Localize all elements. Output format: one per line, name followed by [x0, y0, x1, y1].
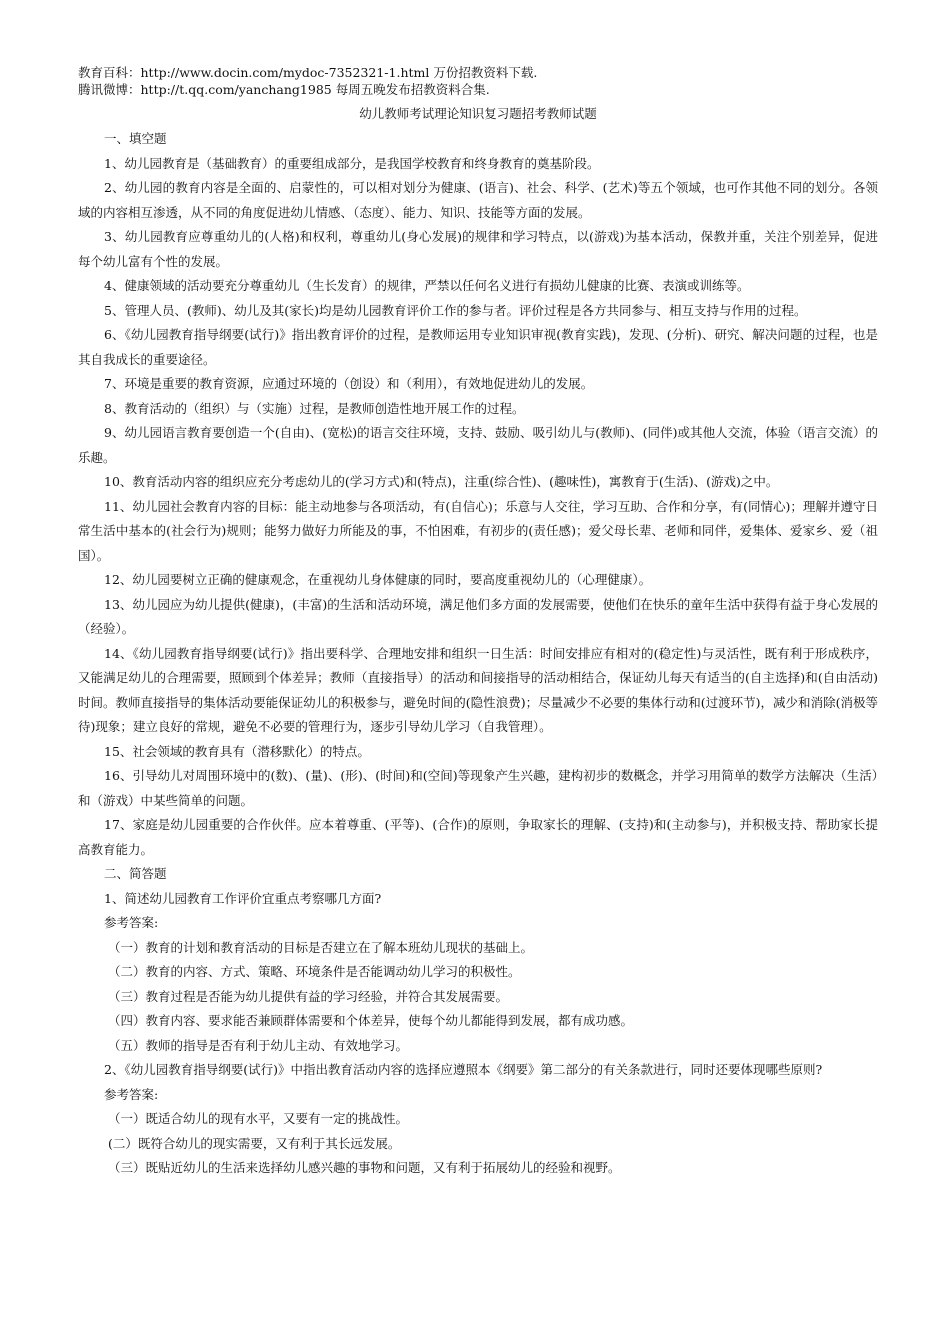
short-answer-question-1: 1、简述幼儿园教育工作评价宜重点考察哪几方面? — [104, 890, 382, 906]
answer-item: （四）教育内容、要求能否兼顾群体需要和个体差异，使每个幼儿都能得到发展，都有成功感。 — [108, 1013, 634, 1028]
question-item: 16、引导幼儿对周围环境中的(数)、(量)、(形)、(时间)和(空间)等现象产生兴趣，建构初步的数概念，并学习用简单的数学方法解决（生活）和（游戏）中某些简单的问题。 — [78, 768, 878, 808]
answer-item: （一）既适合幼儿的现有水平，又要有一定的挑战性。 — [108, 1111, 409, 1126]
answer-label: 参考答案: — [104, 1086, 159, 1102]
question-item: 13、幼儿园应为幼儿提供(健康)，(丰富)的生活和活动环境，满足他们多方面的发展需要，使他们在快乐的童年生活中获得有益于身心发展的（经验）。 — [78, 596, 878, 636]
header-line-weibo: 腾讯微博：http://t.qq.com/yanchang1985 每周五晚发布招教资料合集. — [78, 82, 490, 97]
question-item: 1、幼儿园教育是（基础教育）的重要组成部分，是我国学校教育和终身教育的奠基阶段。 — [104, 155, 600, 171]
document-title: 幼儿教师考试理论知识复习题招考教师试题 — [359, 106, 597, 121]
answer-item: （一）教育的计划和教育活动的目标是否建立在了解本班幼儿现状的基础上。 — [108, 939, 534, 955]
question-item: 3、幼儿园教育应尊重幼儿的(人格)和权利，尊重幼儿(身心发展)的规律和学习特点，以(游戏)为基本活动，保教并重，关注个别差异，促进每个幼儿富有个性的发展。 — [78, 229, 878, 269]
answer-item: （三）既贴近幼儿的生活来选择幼儿感兴趣的事物和问题，又有利于拓展幼儿的经验和视野。 — [108, 1160, 621, 1175]
question-item: 11、幼儿园社会教育内容的目标：能主动地参与各项活动，有(自信心)；乐意与人交往，学习互助、合作和分享，有(同情心)；理解并遵守日常生活中基本的(社会行为)规则；能努力做好力所能及的事，不怕困难，有初步的(责任感)；爱父母长辈、老师和同伴，爱集体、爱家乡、爱（祖国）。 — [78, 498, 878, 563]
question-item: 14、《幼儿园教育指导纲要(试行)》指出要科学、合理地安排和组织一日生活：时间安排应有相对的(稳定性)与灵活性，既有利于形成秩序，又能满足幼儿的合理需要，照顾到个体差异；教师（直接指导）的活动和间接指导的活动相结合，保证幼儿每天有适当的(自主选择)和(自由活动)时间。教师直接指导的集体活动要能保证幼儿的积极参与，避免时间的(隐性浪费)；尽量减少不必要的集体行动和(过渡环节)，减少和消除(消极等待)现象；建立良好的常规，避免不必要的管理行为，逐步引导幼儿学习（自我管理）。 — [78, 645, 878, 734]
question-item: 7、环境是重要的教育资源，应通过环境的（创设）和（利用），有效地促进幼儿的发展。 — [104, 376, 594, 391]
question-item: 8、教育活动的（组织）与（实施）过程，是教师创造性地开展工作的过程。 — [104, 400, 525, 416]
question-item: 9、幼儿园语言教育要创造一个(自由)、(宽松)的语言交往环境，支持、鼓励、吸引幼儿与(教师)、(同伴)或其他人交流，体验（语言交流）的乐趣。 — [78, 425, 878, 465]
answer-item: (二）既符合幼儿的现实需要，又有利于其长远发展。 — [108, 1135, 401, 1151]
short-answer-question-2: 2、《幼儿园教育指导纲要(试行)》中指出教育活动内容的选择应遵照本《纲要》第二部分的有关条款进行，同时还要体现哪些原则? — [104, 1062, 823, 1077]
question-item: 2、幼儿园的教育内容是全面的、启蒙性的，可以相对划分为健康、(语言)、社会、科学、(艺术)等五个领域，也可作其他不同的划分。各领域的内容相互渗透，从不同的角度促进幼儿情感、（态度）、能力、知识、技能等方面的发展。 — [78, 180, 878, 220]
answer-item: （五）教师的指导是否有利于幼儿主动、有效地学习。 — [108, 1037, 409, 1053]
answer-label: 参考答案: — [104, 915, 159, 930]
question-item: 10、教育活动内容的组织应充分考虑幼儿的(学习方式)和(特点)，注重(综合性)、(趣味性)，寓教育于(生活)、(游戏)之中。 — [104, 474, 779, 489]
question-item: 6、《幼儿园教育指导纲要(试行)》指出教育评价的过程，是教师运用专业知识审视(教育实践)，发现、(分析)、研究、解决问题的过程，也是其自我成长的重要途径。 — [78, 327, 878, 367]
question-item: 15、社会领域的教育具有（潜移默化）的特点。 — [104, 743, 370, 759]
header-line-docin: 教育百科：http://www.docin.com/mydoc-7352321-1.html 万份招教资料下载. — [78, 65, 538, 80]
answer-item: （三）教育过程是否能为幼儿提供有益的学习经验，并符合其发展需要。 — [108, 988, 509, 1004]
question-item: 5、管理人员、(教师)、幼儿及其(家长)均是幼儿园教育评价工作的参与者。评价过程是各方共同参与、相互支持与作用的过程。 — [104, 302, 807, 318]
section-heading-fill-in: 一、填空题 — [104, 131, 167, 146]
answer-item: （二）教育的内容、方式、策略、环境条件是否能调动幼儿学习的积极性。 — [108, 964, 521, 979]
section-heading-short-answer: 二、简答题 — [104, 866, 167, 881]
question-item: 17、家庭是幼儿园重要的合作伙伴。应本着尊重、(平等)、(合作)的原则，争取家长的理解、(支持)和(主动参与)，并积极支持、帮助家长提高教育能力。 — [78, 817, 878, 857]
question-item: 4、健康领域的活动要充分尊重幼儿（生长发育）的规律，严禁以任何名义进行有损幼儿健康的比赛、表演或训练等。 — [104, 278, 750, 293]
fill-in-questions — [78, 152, 878, 863]
document-page — [78, 64, 878, 1181]
question-item: 12、幼儿园要树立正确的健康观念，在重视幼儿身体健康的同时，要高度重视幼儿的（心理健康）。 — [104, 572, 652, 587]
